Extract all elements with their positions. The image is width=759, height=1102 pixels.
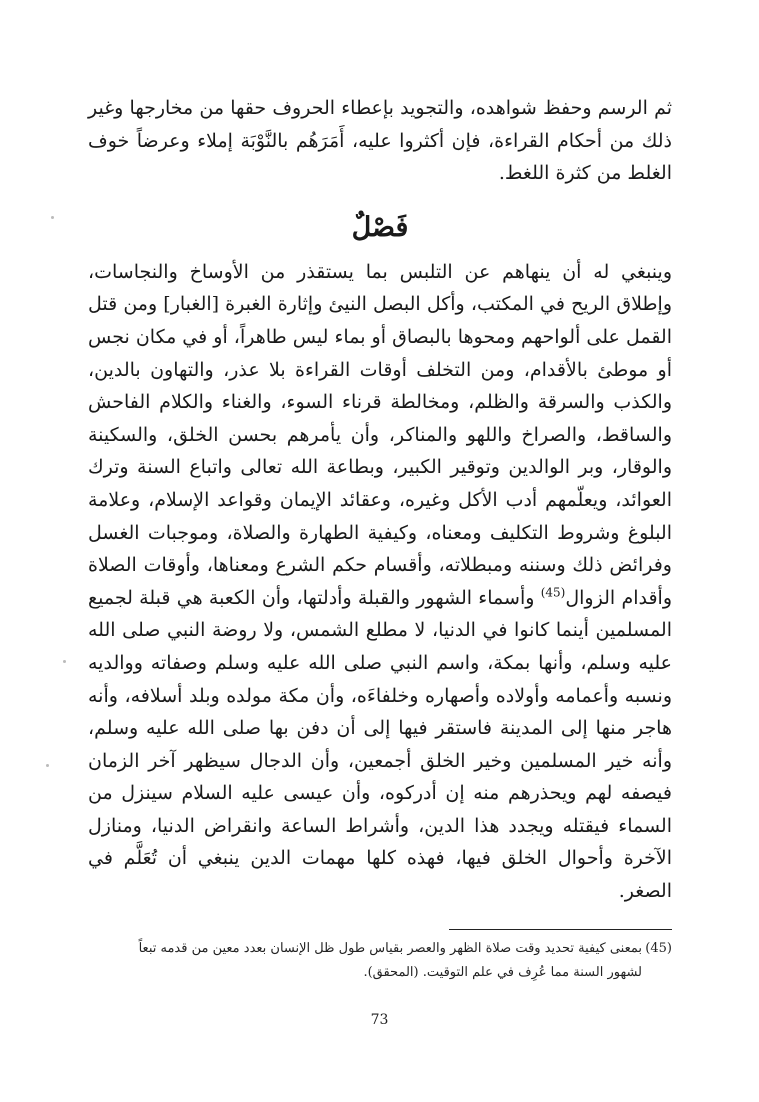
scan-speck xyxy=(63,660,66,663)
footnote xyxy=(88,937,672,985)
body-text xyxy=(88,92,672,908)
footnote-divider xyxy=(449,929,672,930)
scan-speck xyxy=(51,216,54,219)
section-heading: فَصْلٌ xyxy=(351,211,409,243)
footnote-line-2: لشهور السنة مما عُرِف في علم التوقيت. (المحقق). xyxy=(363,965,642,980)
paragraph-2-part-2: وأسماء الشهور والقبلة وأدلتها، وأن الكعبة هي قبلة لجميع المسلمين أينما كانوا في الدنيا، لا مطلع الشمس، ولا روضة النبي صلى الله عليه وسلم، وأنها بمكة، واسم النبي صلى الله عليه وسلم وصفاته ووالديه ونسبه وأعمامه وأولاده وأصهاره وخلفاءَه، وأن مكة مولده وبلد أسلافه، وأنه هاجر منها إلى المدينة فاستقر فيها إلى أن دفن بها صلى الله عليه وسلم، وأنه خير المسلمين وخير الخلق أجمعين، وأن الدجال سيظهر آخر الزمان فيصفه لهم ويحذرهم منه إن أدركوه، وأن عيسى عليه السلام سينزل من السماء فيقتله ويجدد هذا الدين، وأشراط الساعة وانقراض الدنيا، ومنازل الآخرة وأحوال الخلق فيها، فهذه كلها مهمات الدين ينبغي أن تُعَلَّم في الصغر. xyxy=(88,586,672,903)
paragraph-2 xyxy=(88,256,672,908)
footnote-reference[interactable]: (45) xyxy=(540,585,566,600)
footnote-number: (45) xyxy=(645,941,672,956)
paragraph-1: ثم الرسم وحفظ شواهده، والتجويد بإعطاء الحروف حقها من مخارجها وغير ذلك من أحكام القراءة، فإن أكثروا عليه، أَمَرَهُم بالنَّوْبَة إملاء وعرضاً خوف الغلط من كثرة اللغط. xyxy=(88,97,672,185)
footnote-line-1 xyxy=(88,937,672,961)
paragraph-2-part-1: وينبغي له أن ينهاهم عن التلبس بما يستقذر من الأوساخ والنجاسات، وإطلاق الريح في المكتب، وأكل البصل النيئ وإثارة الغبرة [الغبار] ومن قتل القمل على ألواحهم ومحوها بالبصاق أو بماء ليس طاهراً، أو في مكان نجس أو موطئ بالأقدام، ومن التخلف أوقات القراءة بلا عذر، والتهاون بالدين، والكذب والسرقة والظلم، ومخالطة قرناء السوء، والغناء والكلام الفاحش والساقط، والصراخ واللهو والمناكر، وأن يأمرهم بحسن الخلق، والسكينة والوقار، وبر الوالدين وتوقير الكبير، وبطاعة الله تعالى واتباع السنة وترك العوائد، ويعلّمهم أدب الأكل وغيره، وعقائد الإيمان وقواعد الإسلام، وعلامة البلوغ وشروط التكليف ومعناه، وكيفية الطهارة والصلاة، وموجبات الغسل وفرائض ذلك وسننه ومبطلاته، وأقسام حكم الشرع ومعناها، وأوقات الصلاة وأقدام الزوال xyxy=(88,260,672,609)
footnote-text-1: بمعنى كيفية تحديد وقت صلاة الظهر والعصر بقياس طول ظل الإنسان بعدد معين من قدمه تبعاً xyxy=(138,941,642,956)
scan-speck xyxy=(46,764,49,767)
page-number: 73 xyxy=(370,1012,389,1028)
